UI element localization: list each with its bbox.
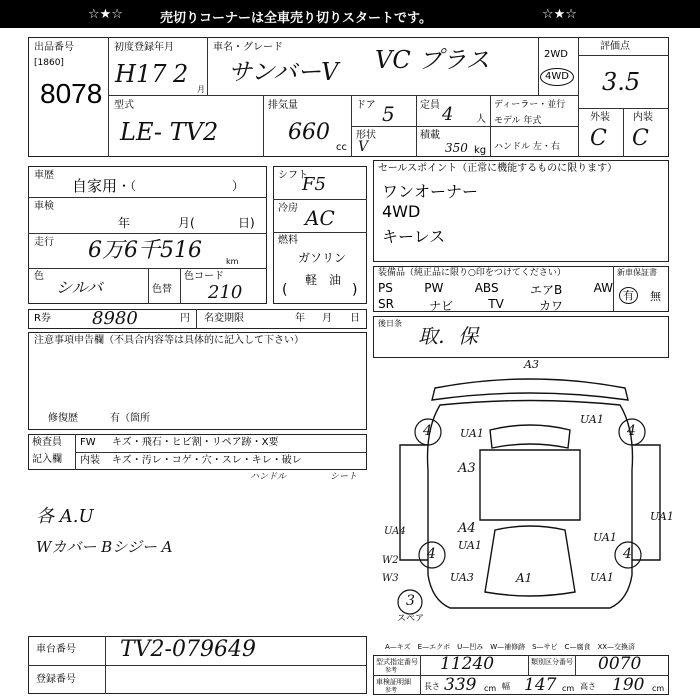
seats-value: 4 <box>442 104 454 125</box>
banner-stars-left: ☆★☆ <box>88 7 123 22</box>
color-label: 色 <box>34 271 44 282</box>
cert-label: 車検証明細 <box>376 678 411 686</box>
tax-month: 月 <box>322 313 332 324</box>
equip-sr: SR <box>378 297 394 311</box>
dmg-rear-ua3: UA3 <box>450 571 474 584</box>
recycle-value: 8980 <box>92 308 138 329</box>
score-value: 3.5 <box>602 68 641 96</box>
color-code-value: 210 <box>208 282 243 303</box>
banner-text: 売切りコーナーは全車売り切りスタートです。 <box>160 11 432 26</box>
equip-airbag: エアB <box>529 283 563 297</box>
dmg-rl-ua1: UA1 <box>458 539 482 552</box>
length-label: 長さ <box>424 682 440 691</box>
after-value: 取．保 <box>418 324 478 348</box>
width-value: 147 <box>524 675 557 695</box>
grade: VC プラス <box>375 46 490 74</box>
row2-head: 内装 <box>80 455 100 466</box>
inspect-label: 車検 <box>34 201 54 212</box>
dmg-left-w2: W2 <box>382 555 399 566</box>
repair-label: 修復歴 <box>48 413 78 424</box>
sales-1: ワンオーナー <box>382 182 479 201</box>
ac-value: AC <box>305 206 335 230</box>
mileage-label: 走行 <box>34 237 54 248</box>
dmg-roof-panel-a3: A3 <box>458 461 476 476</box>
model-year-label: モデル 年式 <box>494 116 542 126</box>
dmg-center-a4: A4 <box>458 521 476 536</box>
equip-navi: ナビ <box>429 299 454 313</box>
equip-row-2 <box>378 297 563 314</box>
lot-sub: [1860] <box>34 58 64 68</box>
model-value: LE- TV2 <box>120 118 219 146</box>
shift-value: F5 <box>302 174 326 195</box>
fuel-paren-r: ) <box>352 282 358 298</box>
dmg-hood-a1: A1 <box>516 571 533 585</box>
equip-tv: TV <box>488 297 504 311</box>
load-value: 350 <box>445 141 468 155</box>
dmg-fr-ua1: UA1 <box>580 413 604 426</box>
reg-month: 2 <box>173 60 189 88</box>
reg-no-label: 登録番号 <box>36 674 76 685</box>
type-no-value: 11240 <box>440 654 495 674</box>
remark-2: Wカバー Bシジー A <box>36 538 173 556</box>
diagram-roof-panel <box>480 450 580 520</box>
ext-value: C <box>590 126 607 151</box>
entry-label: 記入欄 <box>32 454 62 465</box>
door-value: 5 <box>382 102 395 126</box>
inspect-day: 日) <box>238 216 255 230</box>
notes-label: 注意事項申告欄（不具合内容等は具体的に記入して下さい） <box>34 335 304 346</box>
diagram-roof-outline <box>432 379 628 400</box>
drive-2wd: 2WD <box>544 49 568 60</box>
drive-4wd: 4WD <box>540 68 574 86</box>
reg-year: H17 <box>115 60 167 88</box>
width-unit: cm <box>562 684 575 693</box>
dmg-front-ua1: UA1 <box>460 427 484 440</box>
shift-label: シフト <box>278 170 308 181</box>
int-label: 内装 <box>633 112 653 123</box>
int-value: C <box>632 126 649 151</box>
load-unit: kg <box>474 145 487 156</box>
spare-value: 3 <box>406 593 415 609</box>
height-unit: cm <box>652 684 665 693</box>
dmg-left-w3: W3 <box>382 573 399 584</box>
fuel-light: 軽 油 <box>305 273 342 287</box>
inspect-year: 年 <box>118 216 131 230</box>
dmg-roof-a3: A3 <box>524 358 539 371</box>
fuel-label: 燃料 <box>278 235 298 246</box>
class-value: 0070 <box>598 654 642 674</box>
width-label: 幅 <box>502 682 510 691</box>
note-seat: シート <box>330 472 358 482</box>
score-label: 評価点 <box>600 41 630 52</box>
warranty-no: 無 <box>650 290 661 303</box>
dmg-rr-ua1: UA1 <box>593 531 617 544</box>
seats-unit: 人 <box>476 114 486 125</box>
repair-value: 有（箇所 <box>110 413 150 424</box>
type-no-label: 型式指定番号 <box>376 658 418 666</box>
km-unit: km <box>226 257 239 266</box>
wheel-fr-value: 4 <box>627 423 636 439</box>
paint-label: 色替 <box>152 284 172 295</box>
equip-aw: AW <box>593 281 613 295</box>
door-label: ドア <box>356 100 376 111</box>
equip-abs: ABS <box>474 281 499 295</box>
color-code-label: 色コード <box>184 271 224 282</box>
wheel-rl-value: 4 <box>427 546 436 562</box>
inspector-label: 検査員 <box>32 437 62 448</box>
tax-label: 名変期限 <box>204 313 244 324</box>
ext-label: 外装 <box>590 112 610 123</box>
recycle-box <box>28 309 367 329</box>
month-unit: 月 <box>197 85 205 94</box>
tax-year: 年 <box>295 313 305 324</box>
equip-label: 装備品（純正品に限り○印をつけてください） <box>378 268 566 278</box>
seats-label: 定員 <box>420 100 440 111</box>
model-label: 型式 <box>114 100 134 111</box>
inspect-month: 月( <box>178 216 195 230</box>
car-damage-diagram <box>380 360 680 630</box>
height-value: 190 <box>612 675 645 695</box>
wheel-fl-value: 4 <box>423 423 432 439</box>
height-label: 高さ <box>580 682 596 691</box>
wheel-rr-value: 4 <box>623 546 632 562</box>
sales-2: 4WD <box>382 202 421 221</box>
dmg-rear-ua1: UA1 <box>590 571 614 584</box>
history-paren: ・（ ） <box>118 179 245 193</box>
disp-label: 排気量 <box>268 100 298 111</box>
recycle-label: R券 <box>34 313 51 324</box>
chassis-value: TV2-079649 <box>120 637 256 662</box>
notes-box <box>28 332 367 430</box>
handle-label: ハンドル 左・右 <box>494 142 560 152</box>
dmg-left-ua4: UA4 <box>384 526 406 537</box>
row1-head: FW <box>80 437 96 448</box>
lot-label: 出品番号 <box>34 42 74 53</box>
banner-stars-right: ☆★☆ <box>542 7 577 22</box>
warranty-yes: 有 <box>619 287 638 304</box>
name-label: 車名・グレード <box>213 42 283 53</box>
lot-number: 8078 <box>40 78 103 109</box>
ac-label: 冷房 <box>278 203 298 214</box>
sales-3: キーレス <box>382 227 446 246</box>
row2-text: キズ・汚レ・コゲ・穴・スレ・キレ・破レ <box>112 455 302 466</box>
warranty-label: 新車保証書 <box>617 268 657 277</box>
history-value: 自家用 <box>72 177 118 195</box>
equip-pw: PW <box>424 281 444 295</box>
diagram-left-side <box>400 445 428 560</box>
load-label: 積載 <box>420 130 440 141</box>
chassis-label: 車台番号 <box>36 644 76 655</box>
spare-label: スペア <box>397 614 425 624</box>
row1-text: キズ・飛石・ヒビ割・リペア跡・X要 <box>112 437 279 448</box>
shape-label: 形状 <box>356 130 376 141</box>
equip-leather: カワ <box>538 299 563 313</box>
diagram-windshield <box>490 425 570 448</box>
note-handle: ハンドル <box>250 472 287 482</box>
history-label: 車歴 <box>34 170 54 181</box>
shape-value: V <box>358 139 369 155</box>
color-value: シルバ <box>56 278 103 297</box>
disp-unit: cc <box>336 142 347 153</box>
length-value: 339 <box>444 675 477 695</box>
remark-1: 各 A.U <box>36 506 94 527</box>
sales-label: セールスポイント（正常に機能するものに限ります） <box>378 163 618 174</box>
dealer-label: ディーラー・並行 <box>494 100 566 110</box>
diagram-hood <box>485 526 575 596</box>
length-unit: cm <box>484 684 497 693</box>
disp-value: 660 <box>288 120 330 145</box>
diagram-right-side <box>632 445 660 560</box>
recycle-unit: 円 <box>180 313 190 324</box>
ref-label-2: 参考 <box>385 687 398 694</box>
reg-label: 初度登録年月 <box>114 42 174 53</box>
legend-text: A—キズ E—エクボ U—凹み W—補修跡 S—サビ C—腐食 XX—交換済 <box>385 643 636 651</box>
fuel-gas: ガソリン <box>298 251 347 265</box>
fuel-paren-l: ( <box>282 282 288 298</box>
ref-label-1: 参考 <box>385 667 398 674</box>
car-name: サンバーV <box>228 58 339 86</box>
class-label: 類別区分番号 <box>531 658 573 666</box>
tax-day: 日 <box>350 313 360 324</box>
top-banner <box>0 0 700 28</box>
mileage-value: 6万6千516 <box>88 238 202 263</box>
equip-row-1 <box>378 281 613 298</box>
after-label: 後日条 <box>378 319 402 328</box>
equip-ps: PS <box>378 281 393 295</box>
dmg-right-ua1: UA1 <box>650 510 674 523</box>
